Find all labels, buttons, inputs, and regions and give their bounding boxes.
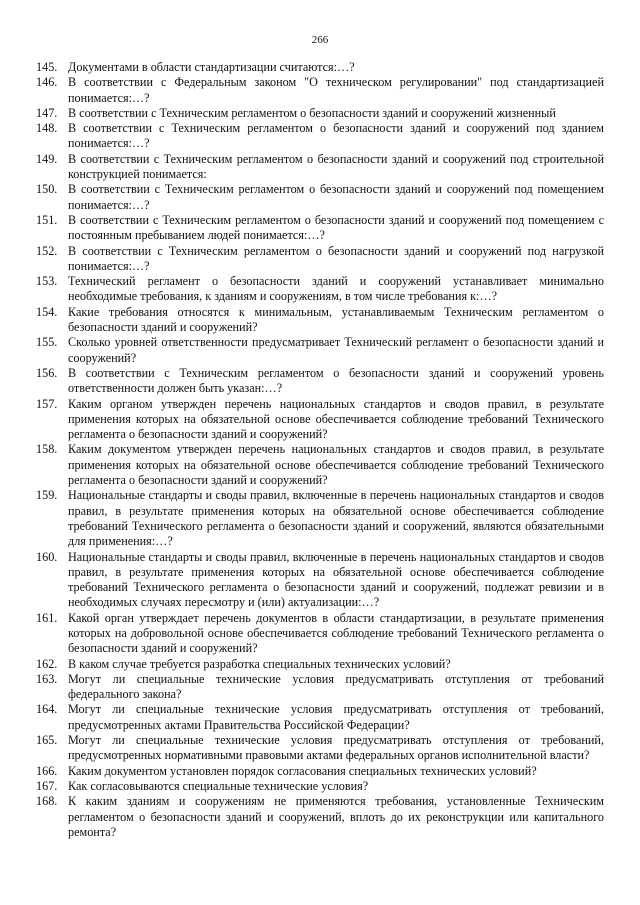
question-number: 152. [36, 243, 58, 258]
question-item [36, 397, 604, 443]
question-item [36, 672, 604, 703]
question-number: 148. [36, 121, 58, 136]
question-text: Могут ли специальные технические условия предусматривать отступления от требований, предусмотренных актами Правительства Российской Федерации? [68, 702, 604, 732]
question-number: 156. [36, 365, 58, 380]
question-number: 160. [36, 549, 58, 564]
question-number: 162. [36, 656, 58, 671]
question-text: Могут ли специальные технические условия предусматривать отступления от требований, предусмотренных нормативными правовыми актами федеральных органов исполнительной власти? [68, 733, 604, 763]
question-number: 154. [36, 304, 58, 319]
question-text: Каким органом утвержден перечень национальных стандартов и сводов правил, в результате применения которых на обязательной основе обеспечивается соблюдение требований Технического регламента о безопасности зданий и сооружений? [68, 396, 604, 442]
question-number: 149. [36, 151, 58, 166]
question-number: 161. [36, 610, 58, 625]
question-item [36, 733, 604, 764]
question-text: Как согласовываются специальные технические условия? [68, 778, 369, 793]
question-item [36, 779, 604, 794]
question-text: В соответствии с Техническим регламентом о безопасности зданий и сооружений под помещением с постоянным пребыванием людей понимается:…? [68, 212, 604, 243]
question-item [36, 794, 604, 840]
question-number: 166. [36, 763, 58, 778]
question-item [36, 611, 604, 657]
question-text: Сколько уровней ответственности предусматривает Технический регламент о безопасности зданий и сооружений? [68, 335, 604, 365]
page-number: 266 [311, 34, 329, 46]
question-text: Национальные стандарты и своды правил, включенные в перечень национальных стандартов и сводов правил, в результате применения которых на обязательной основе обеспечивается соблюдение требований Технического регламента о безопасности зданий и сооружений, подлежат ревизии и в необходимых случаях пересмотру и (или) актуализации:…? [68, 549, 604, 610]
question-number: 158. [36, 442, 58, 457]
question-number: 163. [36, 671, 58, 686]
question-item [36, 764, 604, 779]
question-text: Какие требования относятся к минимальным, устанавливаемым Техническим регламентом о безопасности зданий и сооружений? [68, 304, 604, 335]
question-item [36, 488, 604, 549]
question-text: Технический регламент о безопасности зданий и сооружений устанавливает минимально необходимые требования, к зданиям и сооружениям, в том числе требования к:…? [68, 274, 604, 304]
question-item [36, 550, 604, 611]
question-item [36, 657, 604, 672]
question-text: Какой орган утверждает перечень документов в области стандартизации, в результате применения которых на добровольной основе обеспечивается соблюдение требований Технического регламента о безопасности зданий и сооружений? [68, 610, 604, 656]
question-number: 150. [36, 182, 58, 197]
question-item [36, 335, 604, 366]
question-item [36, 75, 604, 106]
question-item [36, 702, 604, 733]
question-number: 167. [36, 778, 58, 793]
question-item [36, 442, 604, 488]
question-number: 153. [36, 274, 58, 289]
question-item [36, 60, 604, 75]
question-number: 146. [36, 75, 58, 90]
question-number: 145. [36, 60, 58, 74]
question-text: В соответствии с Техническим регламентом о безопасности зданий и сооружений уровень ответственности должен быть указан:…? [68, 365, 604, 396]
question-text: В соответствии с Техническим регламентом о безопасности зданий и сооружений жизненный [68, 105, 556, 120]
question-text: В соответствии с Техническим регламентом о безопасности зданий и сооружений под зданием понимается:…? [68, 121, 604, 151]
question-number: 168. [36, 794, 58, 809]
question-number: 165. [36, 733, 58, 748]
question-text: Национальные стандарты и своды правил, включенные в перечень национальных стандартов и сводов правил, в результате применения которых на обязательной основе обеспечивается соблюдение требований Технического регламента о безопасности зданий и сооружений, являются обязательными для применения:…? [68, 488, 604, 549]
question-text: Каким документом утвержден перечень национальных стандартов и сводов правил, в результате применения которых на обязательной основе обеспечивается соблюдение требований Технического регламента о безопасности зданий и сооружений? [68, 442, 604, 488]
question-item [36, 152, 604, 183]
question-item [36, 366, 604, 397]
question-text: В соответствии с Техническим регламентом о безопасности зданий и сооружений под строительной конструкцией понимается: [68, 151, 604, 182]
question-item [36, 274, 604, 305]
question-text: В соответствии с Федеральным законом "О техническом регулировании" под стандартизацией понимается:…? [68, 75, 604, 105]
question-number: 157. [36, 396, 58, 411]
question-text: В соответствии с Техническим регламентом о безопасности зданий и сооружений под помещением понимается:…? [68, 182, 604, 212]
question-text: Документами в области стандартизации считаются:…? [68, 60, 355, 74]
question-item [36, 106, 604, 121]
question-number: 164. [36, 702, 58, 717]
question-list [36, 60, 604, 840]
question-number: 155. [36, 335, 58, 350]
question-text: В соответствии с Техническим регламентом о безопасности зданий и сооружений под нагрузкой понимается:…? [68, 243, 604, 273]
question-text: В каком случае требуется разработка специальных технических условий? [68, 656, 451, 671]
question-text: Могут ли специальные технические условия предусматривать отступления от требований федерального закона? [68, 671, 604, 702]
question-text: К каким зданиям и сооружениям не применяются требования, установленные Техническим регламентом о безопасности зданий и сооружений, вплоть до их реконструкции или капитального ремонта? [68, 794, 604, 839]
question-item [36, 182, 604, 213]
question-number: 147. [36, 105, 58, 120]
question-item [36, 213, 604, 244]
question-text: Каким документом установлен порядок согласования специальных технических условий? [68, 763, 537, 778]
question-item [36, 121, 604, 152]
question-item [36, 244, 604, 275]
question-number: 151. [36, 212, 58, 227]
question-number: 159. [36, 488, 58, 503]
question-item [36, 305, 604, 336]
